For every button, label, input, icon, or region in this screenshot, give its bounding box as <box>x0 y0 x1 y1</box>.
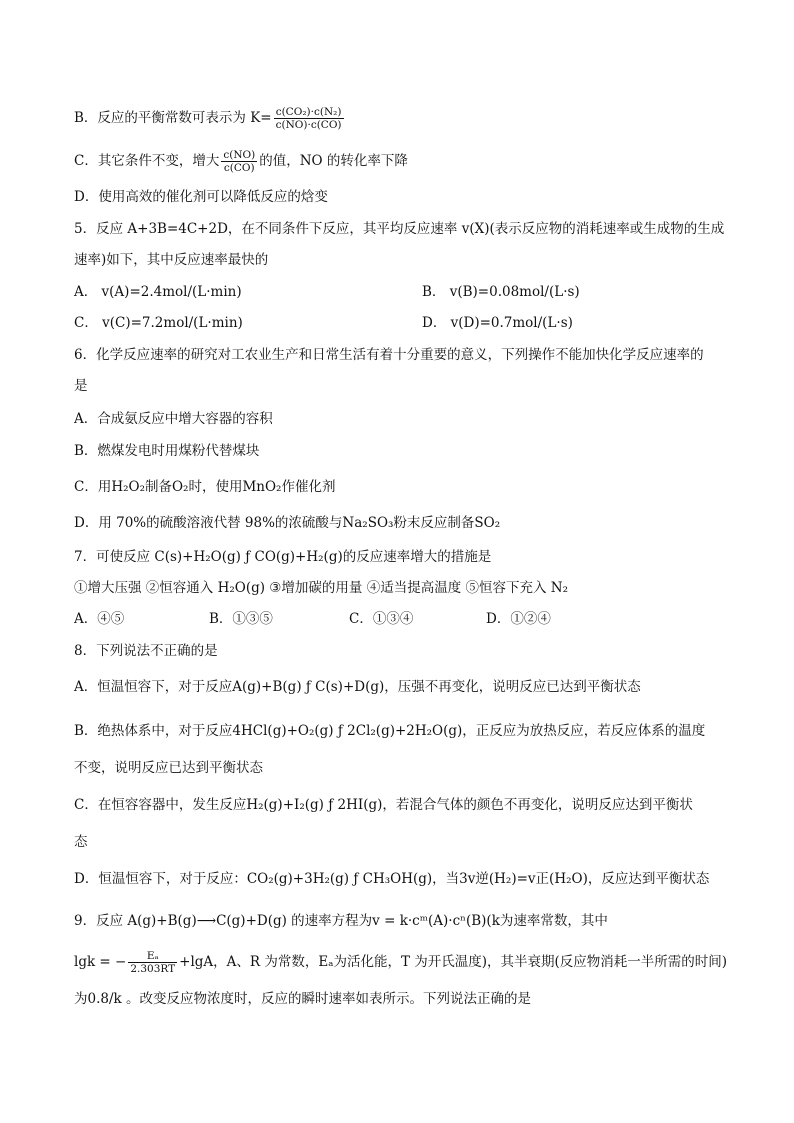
concentration-ratio-fraction <box>221 149 257 174</box>
q5-option-b: B． v(B)=0.08mol/(L·s) <box>422 284 580 300</box>
fraction-numerator: Eₐ <box>128 950 177 963</box>
q8-stem: 8．下列说法不正确的是 <box>74 643 218 659</box>
q5-option-c: C． v(C)=7.2mol/(L·min) <box>74 315 243 331</box>
q5-option-a: A． v(A)=2.4mol/(L·min) <box>74 284 242 300</box>
fraction-numerator: c(NO) <box>223 149 256 161</box>
q8-option-b-line1: B．绝热体系中，对于反应4HCl(g)+O₂(g) ƒ 2Cl₂(g)+2H₂O(g)，正反应为放热反应，若反应体系的温度 <box>74 723 706 739</box>
q8-option-c-line1: C．在恒容容器中，发生反应H₂(g)+I₂(g) ƒ 2HI(g)，若混合气体的颜色不再变化，说明反应达到平衡状 <box>74 797 693 813</box>
q7-option-d: D．①②④ <box>486 611 551 627</box>
q9-stem-line3: 为0.8/k 。改变反应物浓度时，反应的瞬时速率如表所示。下列说法正确的是 <box>74 991 531 1007</box>
q4-option-c-text: C．其它条件不变，增大 <box>74 153 220 169</box>
fraction-numerator: c(CO₂)·c(N₂) <box>274 106 344 119</box>
q4-option-b <box>74 106 346 131</box>
q6-option-b: B．燃煤发电时用煤粉代替煤块 <box>74 443 260 459</box>
q7-option-a: A．④⑤ <box>74 611 125 627</box>
q8-option-d: D．恒温恒容下，对于反应：CO₂(g)+3H₂(g) ƒ CH₃OH(g)，当3v逆(H₂)=v正(H₂O)，反应达到平衡状态 <box>74 871 710 887</box>
q5-options-row1 <box>74 282 580 302</box>
fraction-denominator: c(CO) <box>223 162 255 174</box>
q5-options-row2 <box>74 313 573 333</box>
q6-stem-line2: 是 <box>74 378 88 394</box>
q8-option-b-line2: 不变，说明反应已达到平衡状态 <box>74 760 263 776</box>
q4-option-d: D．使用高效的催化剂可以降低反应的焓变 <box>74 189 328 205</box>
q4-option-c <box>74 149 408 174</box>
q5-stem-line1: 5．反应 A+3B=4C+2D，在不同条件下反应，其平均反应速率 v(X)(表示反应物的消耗速率或生成物的生成 <box>74 221 725 237</box>
q5-option-d: D． v(D)=0.7mol/(L·s) <box>422 315 573 331</box>
q6-option-d: D．用 70%的硫酸溶液代替 98%的浓硫酸与Na₂SO₃粉末反应制备SO₂ <box>74 515 501 531</box>
q9-stem-line1: 9．反应 A(g)+B(g)⟶C(g)+D(g) 的速率方程为v = k·cᵐ(A)·cⁿ(B)(k为速率常数，其中 <box>74 913 608 929</box>
q8-option-a: A．恒温恒容下，对于反应A(g)+B(g) ƒ C(s)+D(g)，压强不再变化，说明反应已达到平衡状态 <box>74 679 641 695</box>
q6-stem-line1: 6．化学反应速率的研究对工农业生产和日常生活有着十分重要的意义，下列操作不能加快化学反应速率的 <box>74 347 704 363</box>
q7-stem: 7．可使反应 C(s)+H₂O(g) ƒ CO(g)+H₂(g)的反应速率增大的措施是 <box>74 549 492 565</box>
q4-option-c-suffix: 的值，NO 的转化率下降 <box>259 153 408 169</box>
fraction-denominator: 2.303RT <box>130 963 176 975</box>
q8-option-c-line2: 态 <box>74 834 88 850</box>
q6-option-c: C．用H₂O₂制备O₂时，使用MnO₂作催化剂 <box>74 479 336 495</box>
fraction-denominator: c(NO)·c(CO) <box>275 119 342 131</box>
q6-option-a: A．合成氨反应中增大容器的容积 <box>74 411 273 427</box>
q9-stem-line2 <box>74 950 727 975</box>
q7-option-c: C．①③④ <box>349 611 414 627</box>
q7-measures: ①增大压强 ②恒容通入 H₂O(g) ③增加碳的用量 ④适当提高温度 ⑤恒容下充入 N₂ <box>74 580 569 596</box>
q7-option-b: B．①③⑤ <box>209 611 273 627</box>
lgk-suffix: +lgA，A、R 为常数，Eₐ为活化能，T 为开氏温度)，其半衰期(反应物消耗一半所需的时间) <box>179 954 728 970</box>
q5-stem-line2: 速率)如下，其中反应速率最快的 <box>74 252 269 268</box>
activation-energy-fraction <box>128 950 177 975</box>
q4-option-b-text: B．反应的平衡常数可表示为 K= <box>74 110 272 126</box>
lgk-prefix: lgk = − <box>74 954 127 970</box>
equilibrium-constant-fraction <box>274 106 344 131</box>
